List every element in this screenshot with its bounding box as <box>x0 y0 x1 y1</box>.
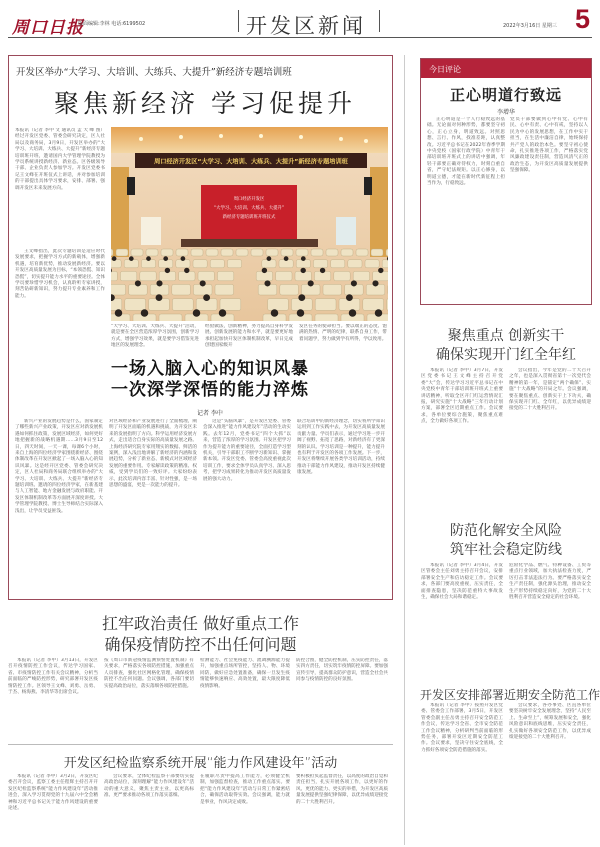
safety-headline-line1: 防范化解安全风险 <box>450 523 562 539</box>
discipline-col2: 会议要求，全体纪检监察干部要切实提高政治站位，深刻理解“能力作风建设年”活动的重大意义，聚焦主责主业，以更高标准、更严要求推动各项工作落实落细。 <box>104 774 194 799</box>
seat <box>382 260 388 268</box>
seat <box>311 249 323 256</box>
attendee-head <box>262 268 267 273</box>
attendee-head <box>219 309 227 317</box>
seat <box>215 284 234 295</box>
lead-headline: 聚焦新经济 学习促提升 <box>54 89 356 118</box>
focus-headline-line1: 聚焦重点 创新实干 <box>447 328 565 344</box>
seat <box>280 284 299 295</box>
divider <box>8 744 393 745</box>
seat <box>276 271 292 280</box>
seat <box>172 284 191 295</box>
focus-headline-line2: 确保实现开门红全年红 <box>436 347 576 363</box>
attendee-head <box>129 256 134 261</box>
seat <box>353 271 369 280</box>
seat <box>323 284 342 295</box>
seat <box>221 249 233 256</box>
commentary-col2: 党员干部要做到心中有党、心中有民、心中有责、心中有戒，坚持以人民为中心的发展思想，在工作中实干担当，在生活中廉洁自律，始终保持共产党人的政治本色。要坚守初心使命，扎实推进各项工作，严格落实党风廉政建设责任制，营造风清气正的政治生态，为开发区高质量发展提供坚强保障。 <box>510 117 588 174</box>
seat <box>111 260 121 268</box>
seat <box>268 299 289 311</box>
seat <box>356 249 368 256</box>
seat <box>227 260 241 268</box>
lead-story-box <box>8 55 393 600</box>
commentary-box <box>420 58 592 305</box>
epidemic-col1: 本报讯（记者 李中）3月13日，开发区召开疫情防控工作会议，传达学习国家、省、市疫情防控工作有关会议精神，分析当前面临的严峻防控形势，研究部署开发区疫情防控工作。区领导王文峰、刘勇、岳勇、于杰、杨海燕、李清华等出席会议。 <box>8 658 98 696</box>
attendee-head <box>156 294 163 301</box>
second-text-col4: 联合培训中的新经济理念，切实将所学知识运用到工作实践中去，为开发区高质量发展贡献力量。学员们表示，通过学习进一步开阔了视野、拓宽了思路，对新经济有了更深刻的认识。学习培训是一种提升，能力提升也有利于开发区的各项工作发展。下一步，开发区将继续开展各类学习培训活动，持续推动干部能力作风建设，推动开发区持续健康发展。 <box>297 419 385 476</box>
seat <box>348 260 362 268</box>
second-text-col3: 这是“头脑风暴”，是开发区党委、管委会深入推进“能力作风建设年”活动的生动实践。去年12月，党委书记“四个大抓”以来，营造了浓厚的学习氛围。开发区把学习作为提升能力的重要途径，全面打造学习型机关，引导干部职工不断学习新知识、掌握新本领。开发区党委、管委会高度重视此次培训工作，要求全体学员认真学习、深入思考，把学习成果转化为推动开发区高质量发展的强大动力。 <box>203 419 291 482</box>
attendee-head <box>146 256 151 261</box>
attendee-head <box>135 280 141 286</box>
attendee-head <box>375 309 383 317</box>
attendee-head <box>308 280 314 286</box>
safety-headline-line2: 筑牢社会稳定防线 <box>450 542 562 558</box>
training-photo <box>111 127 388 321</box>
seat <box>266 249 278 256</box>
section-title: 开发区新闻 <box>246 14 366 38</box>
seat <box>365 260 379 268</box>
attendee-head <box>372 280 378 286</box>
masthead <box>8 0 592 38</box>
focus-col1: 本报讯（记者 李中）3月7日，开发区党委书记王文峰主持召开党委“大”会，传达学习习近平总书记在中央党校中青年干部培训班开班式上重要讲话精神，听取全区开门红运营情况汇报，研究实施“十大战略”三年行动计划方案，部署全区近期重点工作。会议要求，各单位要综合施策，聚焦重点难点，全力做好各项工作。 <box>421 368 503 425</box>
epidemic-col4: 防控合围，健全防控机制，压实防控责任，落实四方责任，切实筑牢疫情防控屏障。要加强宣传引导，提高群众防护意识，营造全社会共同参与疫情防控的良好氛围。 <box>296 658 388 683</box>
column-divider <box>404 55 405 845</box>
seat <box>172 299 193 311</box>
seat <box>334 271 350 280</box>
second-text-col2: 对区域经济和产业发展进行了全面梳理，阐明了开发区面临的机遇和挑战，为开发区未来的发展指明了方向。科学运用经济发展方式，走出适合自身实际的高质量发展之路。上海经济研究院专家用翔实的数据、鲜活的案例，深入浅出地讲解了新经济的内涵和发展趋势，分析了新业态、新模式对区域经济发展的重要作用。专家解读政策的精准、权威，受到学员们的一致好评。大家纷纷表示，此次培训内容丰富、针对性强，是一场思想的盛宴，更是一次能力的提升。 <box>109 419 197 489</box>
editor-line: 版面编辑:李林 电话:6199502 <box>78 21 146 27</box>
lead-kicker: 开发区举办“大学习、大培训、大练兵、大提升”新经济专题培训班 <box>16 67 292 78</box>
attendee-head <box>203 294 210 301</box>
seat <box>217 271 233 280</box>
seat <box>111 249 113 256</box>
commentary-author: 李增华 <box>496 109 515 116</box>
seat <box>371 249 383 256</box>
attendee-head <box>193 309 201 317</box>
seat <box>210 260 224 268</box>
lead-text-col4: 发区任务的使命担当。要以端正的态度、饱满的热情、严明的纪律，联系自身工作，带着问题学，努力做到学有所得，学以致用。 <box>299 324 387 342</box>
lead-text-col1: 本报讯（记者 李中 文 通讯员 孟 大 峰 图）经过开发区党委、管委会研究决定，区人社局以及商务局，3月9日，开发区举办的“大学习、大培训、大练兵、大提升”新经济专题培训班开班，邀请国内大学管理学院教授为学员系统讲授新经济、新业态。区各级领导干部、企业负责人参加学习。开发区党委书记王文峰在开班仪式上讲话，并对参加培训的干部提出具体学习要求，安排、部署、强调开发区未来发展方向。 <box>15 128 105 191</box>
discipline-col4: 要积极担负起监督责任，以高度的政治自觉和责任担当，扎实开展各项工作，以更好的作风、更优的能力、更实的举措，为开发区高质量发展提供坚强纪律保障，以优异成绩迎接党的二十大胜利召开。 <box>296 774 388 805</box>
attendee-head <box>297 309 305 317</box>
newspaper-logo: 周口日报 <box>12 18 84 38</box>
second-headline-line1: 一场入脑入心的知识风暴 <box>111 359 309 379</box>
seat <box>161 249 173 256</box>
attendee-head <box>141 309 149 317</box>
seat <box>315 314 338 321</box>
security-col1: 本报讯（记者 李中）按照开发区党委、管委会工作部署，3月5日，开发区管委会副主任岳勇主持召开安全防范工作会议，传达学习全省、全市安全防范工作会议精神，分析研判当前面临的形势任务，部署开发区近期安全防范工作。会议要求，坚决守住安全底线，全力抓好各项安全防范措施的落实。 <box>421 703 503 753</box>
seat <box>146 249 158 256</box>
seat <box>176 249 188 256</box>
seat <box>159 314 182 321</box>
security-col2: 会议要求，各办事处、区直各单位要坚决树牢安全发展理念，坚持“人民至上、生命至上”，统筹发展和安全，强化风险意识和底线思维，压实安全责任，扎实做好各项安全防范工作，以优异成绩迎接党的二十大胜利召开。 <box>509 703 591 741</box>
attendee-head <box>351 280 357 286</box>
seat <box>120 271 136 280</box>
discipline-col1: 本报讯（记者 李中）3月2日，开发区纪委召开会议，监察工委主任程辉主持召开开发区纪检监察系统“能力作风建设年”活动推进会，深入学习贯彻党的十九届六中全会精神和习近平总书记关于能力作风建设的重要论述。 <box>8 774 98 812</box>
screen-text-line2: “大学习、大培训、大练兵、大提升” <box>213 206 285 211</box>
seat <box>281 249 293 256</box>
banner-text: 周口经济开发区“大学习、大培训、大练兵、大提升”新经济专题培训班 <box>154 158 348 166</box>
seat <box>313 260 327 268</box>
attendee-head <box>184 268 189 273</box>
attendee-head <box>163 256 168 261</box>
attendee-head <box>271 309 279 317</box>
attendee-head <box>284 256 289 261</box>
seat <box>111 284 126 295</box>
date-line: 2022年3月16日 星期三 <box>503 23 557 29</box>
attendee-head <box>264 280 270 286</box>
focus-col2: 会议指出，今年是党的二十大召开之年，也是深入贯彻省第十一次党代会精神的第一年，是锚定“两个确保”、实施“十大战略”的开局之年。会议强调，要在聚焦重点、创新实干上下功夫，确保实现开门红、全年红，以优异成绩迎接党的二十大胜利召开。 <box>509 368 591 412</box>
divider <box>238 10 239 32</box>
seat <box>341 249 353 256</box>
safety-col1: 本报讯（记者 李中）3月4日，开发区管委会主任刘勇主持召开会议，安排部署安全生产和信访稳定工作。会议要求，各部门要高度重视，压实责任，全面排查隐患，坚决防范重特大事故发生，确保社会大局和谐稳定。 <box>421 563 503 601</box>
seat <box>198 271 214 280</box>
attendee-head <box>267 256 272 261</box>
attendee-head <box>346 294 353 301</box>
safety-col2: 危险化学品、燃气、特种设备、工贸等重点行业领域，加大执法检查力度，严厉打击非法违法行为。要严格落实安全生产责任制，强化源头治理，推动安全生产形势持续稳定向好，为党的二十大胜利召开营造安全稳定的社会环境。 <box>509 563 591 601</box>
seat <box>125 299 146 311</box>
seat <box>131 249 143 256</box>
seat <box>315 299 336 311</box>
attendee-head <box>298 294 305 301</box>
second-headline-line2: 一次深学深悟的能力淬炼 <box>111 380 309 400</box>
attendee-head <box>165 268 170 273</box>
second-byline: 记者 李中 <box>197 410 223 417</box>
auditorium-photo-graphic <box>111 127 388 321</box>
discipline-col3: 在履职尽责中提高工作能力，必须健全机制，加强监督检查，推动工作重点落实。要把“能力作风建设年”活动与日常工作紧密结合，确保活动取得实效。会议强调，能力就是事业，作风决定成败。 <box>200 774 290 805</box>
page-number: 5 <box>575 4 591 34</box>
seat <box>193 260 207 268</box>
seat <box>363 299 384 311</box>
seat <box>387 299 388 311</box>
lead-text-col1b: 王文峰指出，此次专题培训是适应时代发展要求，把握学习方式的新载体，增强新机遇，培育新优势，推动发展新经济。要以开发区高质量发展为目标，“本领恐慌、知识恐慌”，切实提升能力水平的重要途径。全体学员要珍惜学习机会，认真聆听专家讲授，刻苦钻研新知识，努力提升专业素养和工作能力。 <box>15 249 105 299</box>
attendee-head <box>378 268 383 273</box>
attendee-head <box>112 256 117 261</box>
seat <box>236 249 248 256</box>
epidemic-col2: 按《周口市新冠疫情监测预警处置机制》有关要求，严格落实各项防控措施，加强重点人员排查，强化社区网格化管理，确保疫情防控不出任何问题。会议强调，各部门要切实提高政治站位，落实落细各项防控措施。 <box>104 658 194 689</box>
discipline-headline: 开发区纪检监察系统开展“能力作风建设年”活动 <box>63 756 338 771</box>
attendee-head <box>301 256 306 261</box>
screen-text-line3: 新经济专题培训班开班仪式 <box>222 215 276 220</box>
commentary-col1: 正心明道是一个人行稳致远的基础。无论面对何种形势，都要坚守初心，正心立身，明道致远。对照思想、言行、作风，找准差距，认真整改。习近平总书记在2022年春季学期中央党校（国家行政学院）中青年干部培训班开班式上的讲话中强调，年轻干部要正确对待权力，时刻自重自省，严守纪法规矩。以正心修身，以明道立德，才能在新时代新征程上担当作为，行稳致远。 <box>427 117 505 187</box>
seat <box>206 249 218 256</box>
attendee-head <box>181 256 186 261</box>
seat <box>386 249 388 256</box>
seat <box>140 271 156 280</box>
seat <box>251 249 263 256</box>
attendee-head <box>115 309 123 317</box>
attendee-head <box>200 280 206 286</box>
attendee-head <box>320 268 325 273</box>
commentary-tag: 今日评论 <box>421 59 591 78</box>
seat <box>326 249 338 256</box>
seat <box>116 249 128 256</box>
seat <box>331 260 345 268</box>
lead-text-col3: 经验做法，创新精神，努力提高自身科学发展、创新发展的能力和水平，就是要更好地承担起加快开发区体制机制改革，早日完成创建国家级开 <box>205 324 293 349</box>
screen-text-line1: 周口经济开发区 <box>233 197 265 202</box>
second-text-col1: 新兴产业的发展趋势是什么，国家制定了哪些新兴产业政策，开发区应对新发展机遇如何抓住政策，发展区域经济，如何更好地把握新的战略机遇期……3月9日至12日，四天时间，一天一课，每课6个小时，来自上海的四位经济学家围绕新经济、围绕体制改革在开发区掀起了一场入脑入心的知识风暴。这是经开区党委、管委会研究决定，区人社局和商务局联合组织举办的“大学习、大培训、大练兵、大提升”新经济专题培训班。邀请的四位经济学家，在新基建与人工智能、地方金融发展与政府职能、开发区体制机制改革等方面展开深度讲授。大学管理学院教授、博士生导师结合实际深入浅出，让学员受益匪浅。 <box>15 419 103 514</box>
epidemic-col3: 检测能力、社会免疫能力、流调溯源能力提升，加强重点场所管控，坚持人、物、环境同防，做好应急处置准备，确保一旦发生疫情能够快速响应、高效处置，最大限度降低疫情影响。 <box>200 658 290 689</box>
security-headline: 开发区安排部署近期安全防范工作 <box>420 688 600 702</box>
attendee-head <box>301 268 306 273</box>
epidemic-headline-line1: 扛牢政治责任 做好重点工作 <box>101 614 300 633</box>
attendee-head <box>349 309 357 317</box>
lead-text-col2: “大学习、大培训、大练兵、大提升”活动，就是要在全区营造浓厚学习氛围，创新学习方式，增强学习效果，就是要学习借鉴先进地区的发展理念。 <box>111 324 199 349</box>
epidemic-headline-line2: 确保疫情防控不出任何问题 <box>104 635 297 654</box>
seat <box>220 299 241 311</box>
seat <box>296 249 308 256</box>
seat <box>191 249 203 256</box>
commentary-title: 正心明道行致远 <box>449 86 562 104</box>
attendee-head <box>156 280 162 286</box>
divider <box>379 10 380 32</box>
seat <box>111 271 117 280</box>
